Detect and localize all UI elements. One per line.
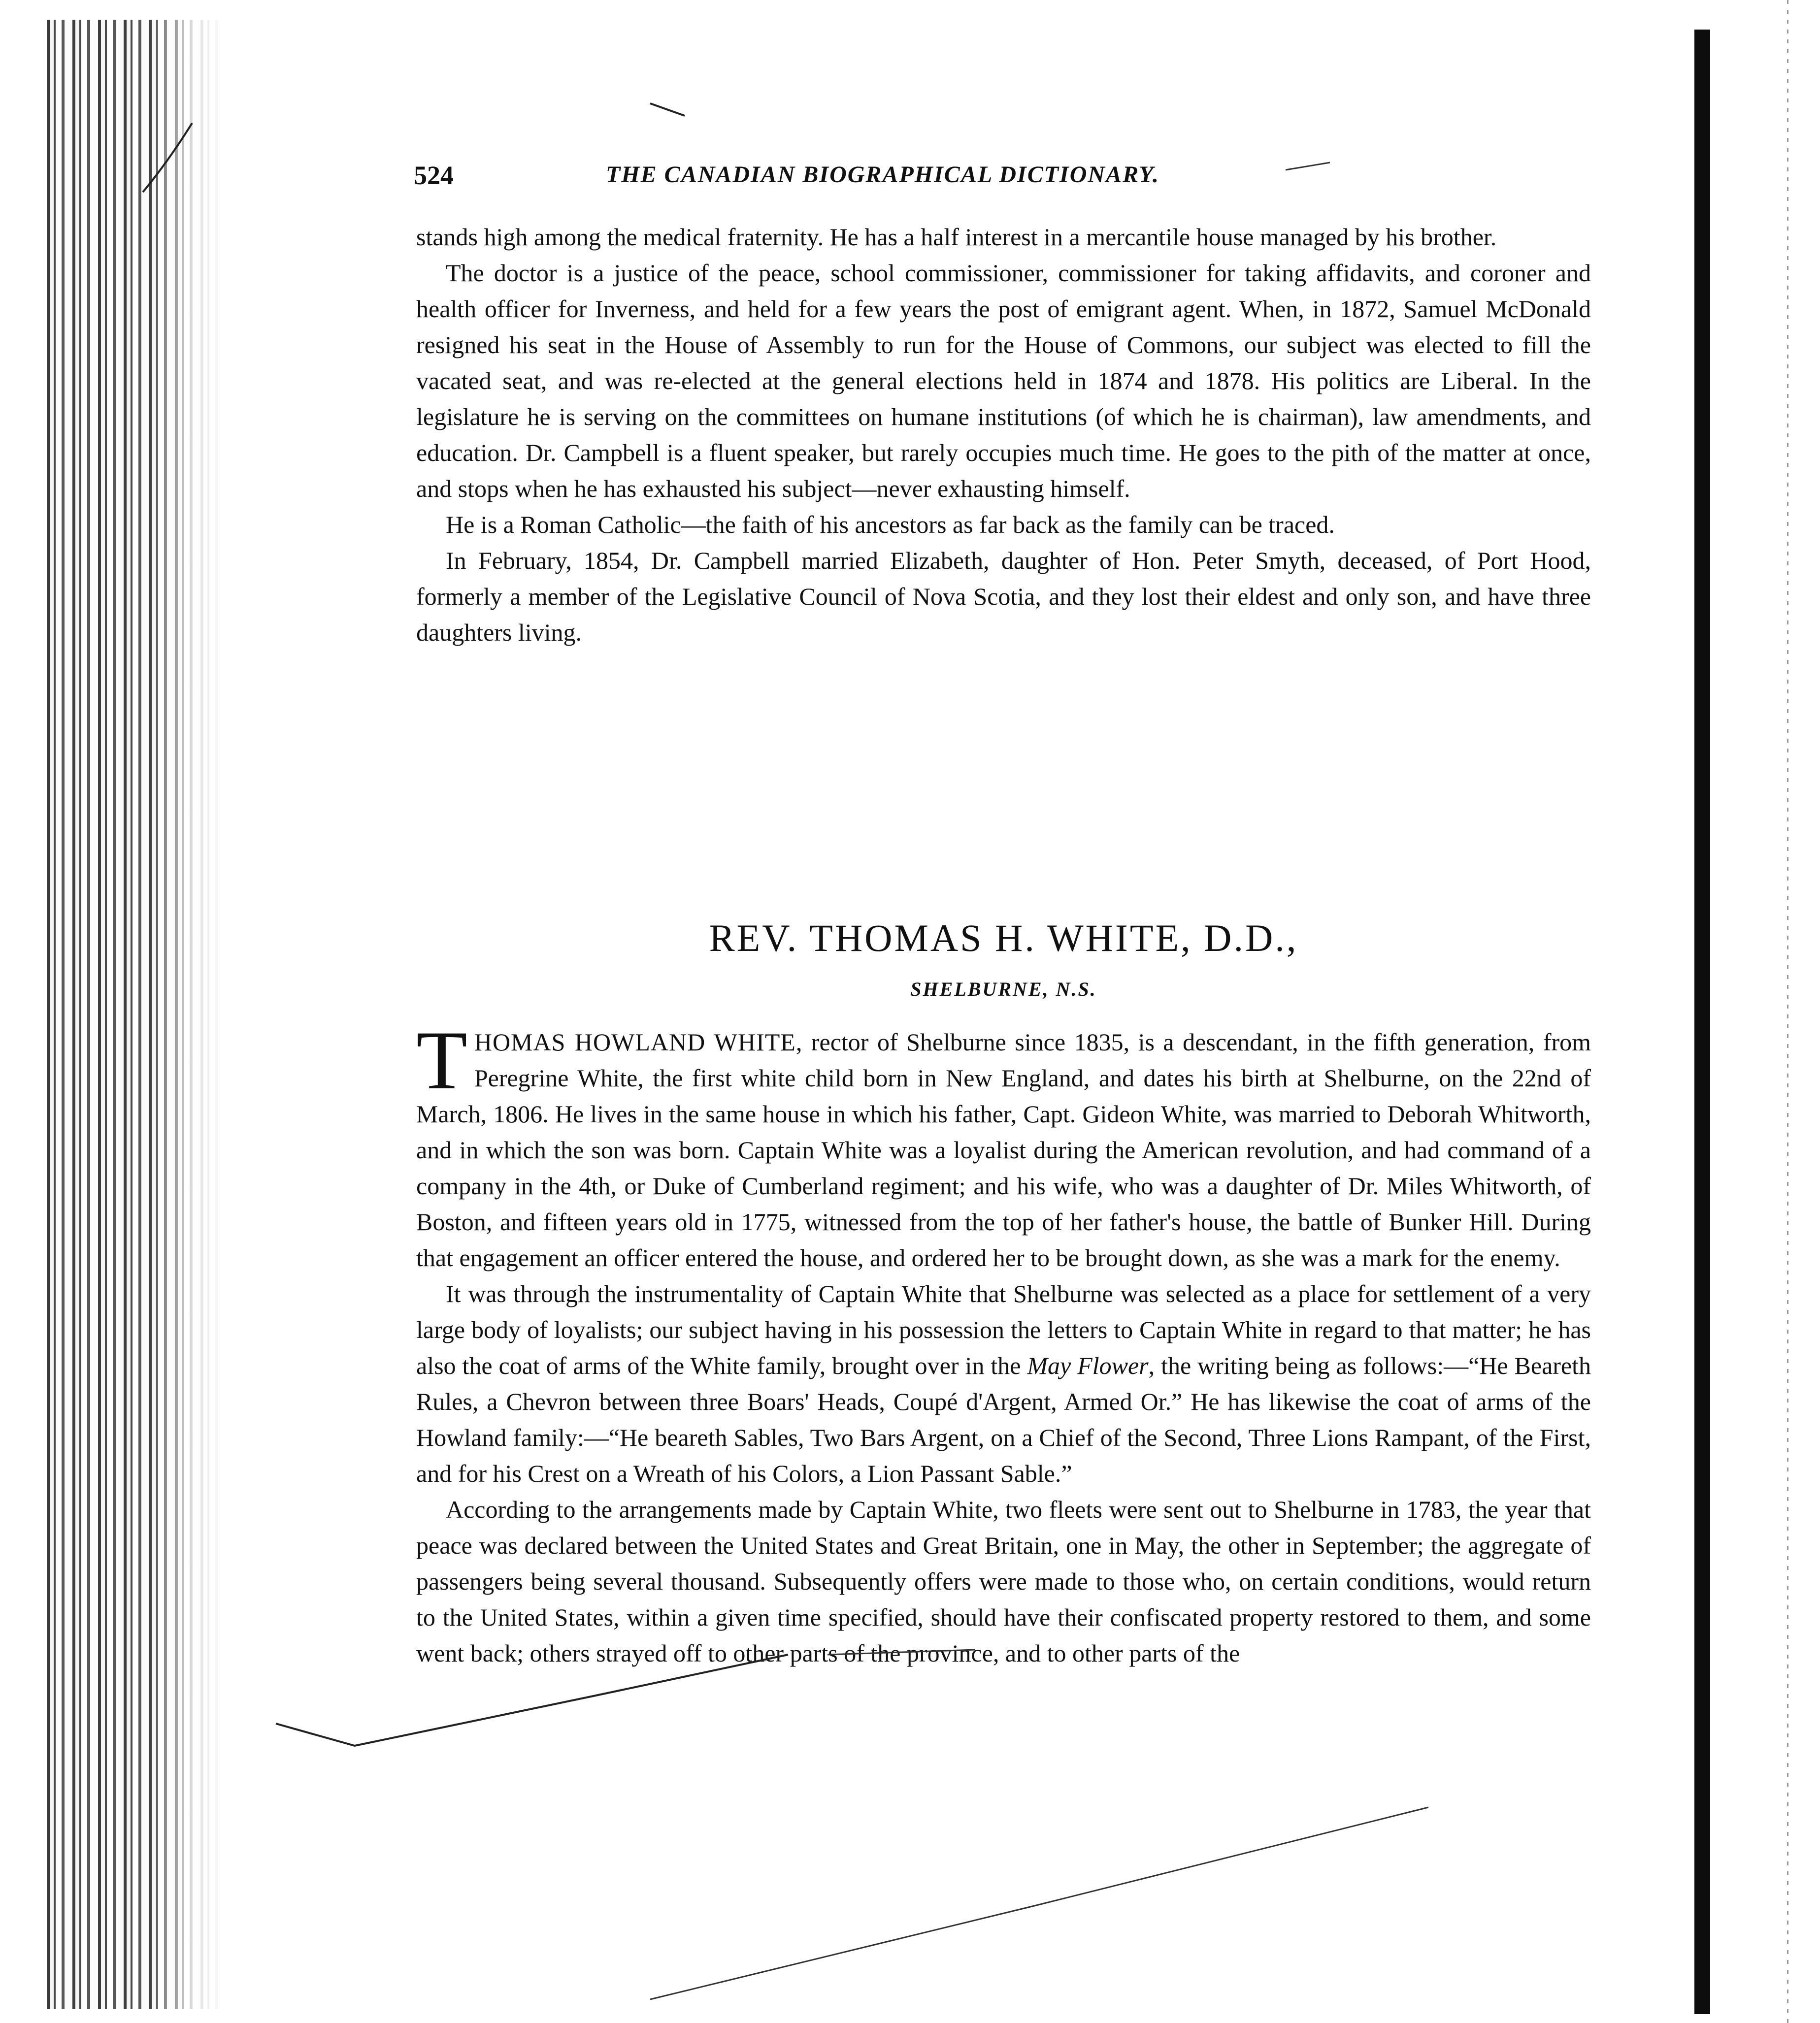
paragraph [416,1014,1591,1276]
page-header [414,160,1300,199]
paragraph: The doctor is a justice of the peace, school commissioner, commissioner for taking affidavits, and coroner and health officer for Inverness, and held for a few years the post of emigrant agent. When, in 1872, Samuel McDonald resigned his seat in the House of Assembly to run for the House of Commons, our subject was elected to fill the vacated seat, and was re-elected at the general elections held in 1874 and 1878. His politics are Liberal. In the legislature he is serving on the committees on humane institutions (of which he is chairman), law amendments, and education. Dr. Campbell is a fluent speaker, but rarely occupies much time. He goes to the pith of the matter at once, and stops when he has exhausted his subject—never exhausting himself. [416,259,1591,502]
article-subtitle: SHELBURNE, N.S. [910,978,1097,1000]
paragraph-text: rector of Shelburne since 1835, is a descendant, in the fifth generation, from Peregrine White, the first white child born in New England, and dates his birth at Shelburne, on the 22nd of March, 1806. He lives in the same house in which his father, Capt. Gideon White, was married to Deborah Whitworth, and in which the son was born. Captain White was a loyalist during the American revolution, and had command of a company in the 4th, or Duke of Cumberland regiment; and his wife, who was a daughter of Dr. Miles Whitworth, of Boston, and fifteen years old in 1775, witnessed from the top of her father's house, the battle of Bunker Hill. During that engagement an officer entered the house, and ordered her to be brought down, as she was a mark for the enemy. [416,1028,1591,1272]
scan-binding-fade [148,20,227,2009]
scan-right-edge-bar [1694,30,1710,2014]
paragraph: stands high among the medical fraternity. He has a half interest in a mercantile house managed by his brother. [416,223,1497,251]
scan-right-edge-dots [1787,0,1788,2023]
lead-name: HOMAS HOWLAND WHITE, [474,1028,803,1056]
paragraph [416,1276,1591,1492]
article-title: REV. THOMAS H. WHITE, D.D., [709,916,1298,959]
paragraph: In February, 1854, Dr. Campbell married Elizabeth, daughter of Hon. Peter Smyth, deceased, of Port Hood, formerly a member of the Legislative Council of Nova Scotia, and they lost their eldest and only son, and have three daughters living. [416,547,1591,646]
running-head: THE CANADIAN BIOGRAPHICAL DICTIONARY. [606,162,1159,188]
page-number: 524 [414,161,454,190]
paragraph: He is a Roman Catholic—the faith of his ancestors as far back as the family can be traced. [446,511,1335,538]
pencil-stroke [650,103,685,116]
paragraph-text: , the writing being as follows:—“He Beareth Rules, a Chevron between three Boars' Heads, Coupé d'Argent, Armed Or.” He has likewise the coat of arms of the Howland family:—“He beareth Sables, Two Bars Argent, on a Chief of the Second, Three Lions Rampant, of the First, and for his Crest on a Wreath of his Colors, a Lion Passant Sable.” [416,1352,1591,1487]
previous-article-body [416,219,1591,651]
paragraph: According to the arrangements made by Captain White, two fleets were sent out to Shelburne in 1783, the year that peace was declared between the United States and Great Britain, one in May, the other in September; the aggregate of passengers being several thousand. Subsequently offers were made to those who, on certain conditions, would return to the United States, within a given time specified, should have their confiscated property restored to them, and some went back; others strayed off to other parts of the province, and to other parts of the [416,1496,1591,1667]
article-body [416,1014,1591,1671]
drop-cap: T [416,1014,467,1107]
paragraph-text: It was through the instrumentality of Captain White that Shelburne was selected as a place for settlement of a very large body of loyalists; our subject having in his possession the letters to Captain White in regard to that matter; he has also the coat of arms of the White family, brought over in the [416,1280,1591,1379]
pencil-stroke [650,1807,1428,1999]
ship-name: May Flower [1027,1352,1149,1379]
